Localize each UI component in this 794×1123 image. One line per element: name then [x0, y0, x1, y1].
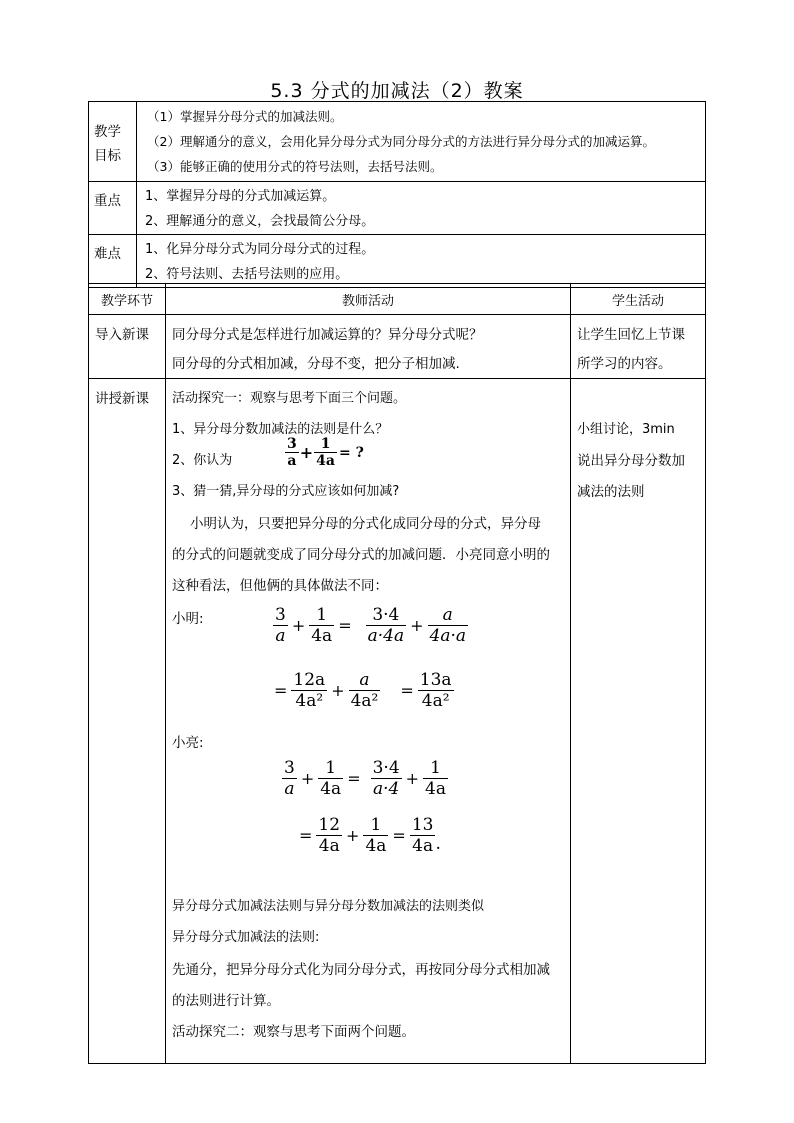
objective-item: （1）掌握异分母分式的加减法则。 — [147, 109, 343, 124]
fraction: $\frac{12a}{\text{4a²}}$ — [293, 670, 326, 711]
question-1: 1、异分母分数加减法的法则是什么？ — [172, 422, 389, 437]
objectives-label-cell — [89, 102, 137, 182]
difficulty-item: 2、符号法则、去括号法则的应用。 — [145, 267, 349, 282]
lecture-stage-label: 讲授新课 — [95, 391, 149, 407]
fraction: $\frac{1}{4a}$ — [311, 605, 333, 646]
fraction: $\frac{1}{4a}$ — [320, 758, 342, 799]
fraction: $\frac{1}{4a}$ — [365, 815, 387, 856]
fraction: $\frac{13a}{\text{4a²}}$ — [419, 670, 452, 711]
xiaoming-equation-1: $\frac{3}{a}$ + $\frac{1}{4a}$ = $\frac{3\cdot 4}{a\cdot 4a}$ + $\frac{a}{4a\cdot a}$ — [275, 605, 466, 646]
rule-line: 的法则进行计算。 — [172, 993, 280, 1009]
key-points-label: 重点 — [94, 193, 121, 209]
fraction: $\frac{13}{4a}$ — [411, 815, 434, 856]
rule-line: 先通分，把异分母分式化为同分母分式，再按同分母分式相加减 — [172, 962, 550, 978]
difficulties-label: 难点 — [94, 246, 121, 262]
fraction: $\frac{a}{\text{4a²}}$ — [350, 670, 379, 711]
key-points-label-cell — [89, 182, 137, 235]
xiaoliang-label: 小亮: — [172, 735, 204, 751]
objectives-label-2: 目标 — [94, 148, 121, 164]
xiaoliang-equation-1: $\frac{3}{a}$ + $\frac{1}{4a}$ = $\frac{3\cdot 4}{a\cdot 4}$ + $\frac{1}{4a}$ — [284, 758, 446, 799]
fraction: $\frac{12}{4a}$ — [318, 815, 341, 856]
intro-student-line: 让学生回忆上节课 — [577, 327, 685, 343]
objective-item: （3）能够正确的使用分式的符号法则，去括号法则。 — [147, 159, 443, 174]
lecture-student-line: 说出异分母分数加 — [577, 453, 685, 469]
xiaoliang-equation-2: = $\frac{12}{4a}$ + $\frac{1}{4a}$ = $\frac{13}{4a}$ . — [299, 815, 441, 856]
intro-teacher-line: 同分母分式是怎样进行加减运算的？异分母分式呢？ — [172, 327, 483, 343]
fraction: $\frac{3\cdot 4}{a\cdot 4a}$ — [367, 605, 405, 646]
rule-line: 异分母分式加减法的法则: — [172, 930, 320, 945]
paragraph-line: 的分式的问题就变成了同分母分式的加减问题．小亮同意小明的 — [172, 547, 550, 563]
fraction: $\frac{1}{4a}$ — [425, 758, 446, 799]
xiaoming-label: 小明: — [172, 611, 204, 627]
fraction: $\frac{3}{a}$ — [284, 758, 295, 799]
key-points-content-cell — [137, 182, 706, 235]
intro-teacher-line: 同分母的分式相加减，分母不变，把分子相加减. — [172, 356, 460, 372]
fraction: $\frac{3\cdot 4}{a\cdot 4}$ — [372, 758, 400, 799]
page-title: 5.3 分式的加减法（2）教案 — [270, 80, 524, 102]
key-point-item: 1、掌握异分母的分式加减运算。 — [145, 189, 336, 204]
objectives-label-1: 教学 — [94, 124, 121, 140]
xiaoming-equation-2: = $\frac{12a}{\text{4a²}}$ + $\frac{a}{\text{4a²}}$ = $\frac{13a}{\text{4a²}}$ — [274, 670, 452, 711]
intro-stage-label: 导入新课 — [95, 327, 149, 343]
fraction: $\frac{3}{a}$ — [275, 605, 286, 646]
key-point-item: 2、理解通分的意义，会找最简公分母。 — [145, 214, 375, 229]
objective-item: （2）理解通分的意义，会用化异分母分式为同分母分式的方法进行异分母分式的加减运算。 — [147, 134, 655, 149]
difficulties-label-cell — [89, 235, 137, 288]
difficulty-item: 1、化异分母分式为同分母分式的过程。 — [145, 242, 375, 257]
question-2-prefix: 2、你认为 — [172, 453, 233, 468]
header-student: 学生活动 — [571, 284, 706, 315]
question-3: 3、猜一猜,异分母的分式应该如何加减? — [172, 484, 400, 499]
intro-student-line: 所学习的内容。 — [577, 356, 672, 372]
question-2-expression: $\frac{3}{a}$ + $\frac{1}{4a}$ = ? — [287, 436, 364, 469]
rule-line: 异分母分式加减法法则与异分母分数加减法的法则类似 — [172, 899, 485, 914]
paragraph-line: 这种看法，但他俩的具体做法不同： — [172, 578, 388, 594]
objectives-table — [88, 101, 706, 288]
difficulties-content-cell — [137, 235, 706, 288]
objectives-content-cell — [137, 102, 706, 182]
fraction: $\frac{1}{4a}$ — [316, 436, 335, 469]
activity2-heading: 活动探究二：观察与思考下面两个问题。 — [172, 1024, 415, 1040]
lecture-stage-cell — [89, 379, 166, 1064]
lecture-student-line: 减法的法则 — [577, 484, 645, 500]
header-teacher: 教师活动 — [166, 284, 571, 315]
fraction: $\frac{3}{a}$ — [287, 436, 297, 469]
lecture-student-line: 小组讨论，3min — [577, 422, 675, 437]
activity1-heading: 活动探究一：观察与思考下面三个问题。 — [172, 391, 407, 406]
header-stage: 教学环节 — [89, 284, 166, 315]
paragraph-line: 小明认为，只要把异分母的分式化成同分母的分式，异分母 — [190, 516, 541, 532]
fraction: $\frac{a}{4a\cdot a}$ — [429, 605, 466, 646]
